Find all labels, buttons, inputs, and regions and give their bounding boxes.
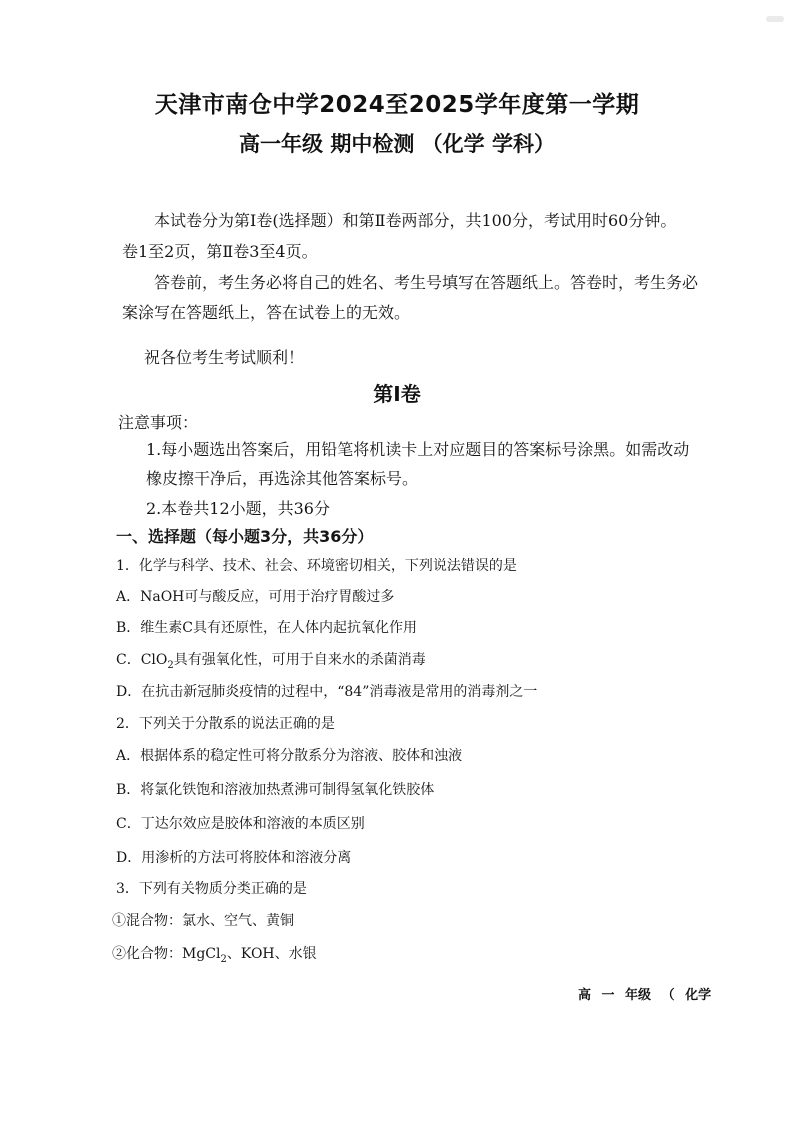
q1-option-c <box>116 649 426 671</box>
intro-line-2: 卷1至2页，第Ⅱ卷3至4页。 <box>122 242 318 261</box>
section-title: 第Ⅰ卷 <box>373 382 421 406</box>
note-2: 2.本卷共12小题，共36分 <box>146 499 330 518</box>
q1-option-c-post: 具有强氧化性，可用于自来水的杀菌消毒 <box>173 652 426 668</box>
note-1a: 1.每小题选出答案后，用铅笔将机读卡上对应题目的答案标号涂黑。如需改动 <box>146 440 690 459</box>
q3-item-2-sub: 2 <box>220 953 227 965</box>
q1-option-a: A．NaOH可与酸反应，可用于治疗胃酸过多 <box>116 589 395 605</box>
q1-option-c-sub: 2 <box>167 659 174 671</box>
q3-item-1: ①混合物：氯水、空气、黄铜 <box>112 913 294 929</box>
q2-option-d: D．用渗析的方法可将胶体和溶液分离 <box>116 850 352 866</box>
q3-item-2 <box>112 943 317 965</box>
q1-option-d: D．在抗击新冠肺炎疫情的过程中，“84”消毒液是常用的消毒剂之一 <box>116 684 538 700</box>
part-heading: 一、选择题（每小题3分，共36分） <box>116 527 374 546</box>
q2-option-c: C．丁达尔效应是胶体和溶液的本质区别 <box>116 816 365 832</box>
q2-option-b: B．将氯化铁饱和溶液加热煮沸可制得氢氧化铁胶体 <box>116 782 435 798</box>
exam-title: 天津市南仓中学2024至2025学年度第一学期 <box>154 92 640 118</box>
intro-line-4: 案涂写在答题纸上，答在试卷上的无效。 <box>122 303 411 322</box>
page-footer: 高 一 年级 （ 化学 <box>578 988 712 1003</box>
scan-mark <box>766 16 784 22</box>
q3-stem: 3．下列有关物质分类正确的是 <box>116 881 307 897</box>
intro-line-3: 答卷前，考生务必将自己的姓名、考生号填写在答题纸上。答卷时，考生务必 <box>154 273 699 292</box>
intro-wish: 祝各位考生考试顺利！ <box>144 348 305 367</box>
q1-option-c-pre: C．ClO <box>116 652 168 668</box>
q3-item-2-pre: ②化合物：MgCl <box>112 946 221 962</box>
q3-item-2-post: 、KOH、水银 <box>226 946 317 962</box>
exam-subtitle: 高一年级 期中检测 （化学 学科） <box>239 132 555 156</box>
q2-option-a: A．根据体系的稳定性可将分散系分为溶液、胶体和浊液 <box>116 748 463 764</box>
q1-stem: 1．化学与科学、技术、社会、环境密切相关，下列说法错误的是 <box>116 558 517 574</box>
q1-option-b: B．维生素C具有还原性，在人体内起抗氧化作用 <box>116 620 417 636</box>
notes-heading: 注意事项： <box>118 413 199 432</box>
note-1b: 橡皮擦干净后，再选涂其他答案标号。 <box>146 469 419 488</box>
q2-stem: 2．下列关于分散系的说法正确的是 <box>116 716 335 732</box>
intro-line-1: 本试卷分为第Ⅰ卷(选择题）和第Ⅱ卷两部分，共100分，考试用时60分钟。 <box>154 211 677 230</box>
